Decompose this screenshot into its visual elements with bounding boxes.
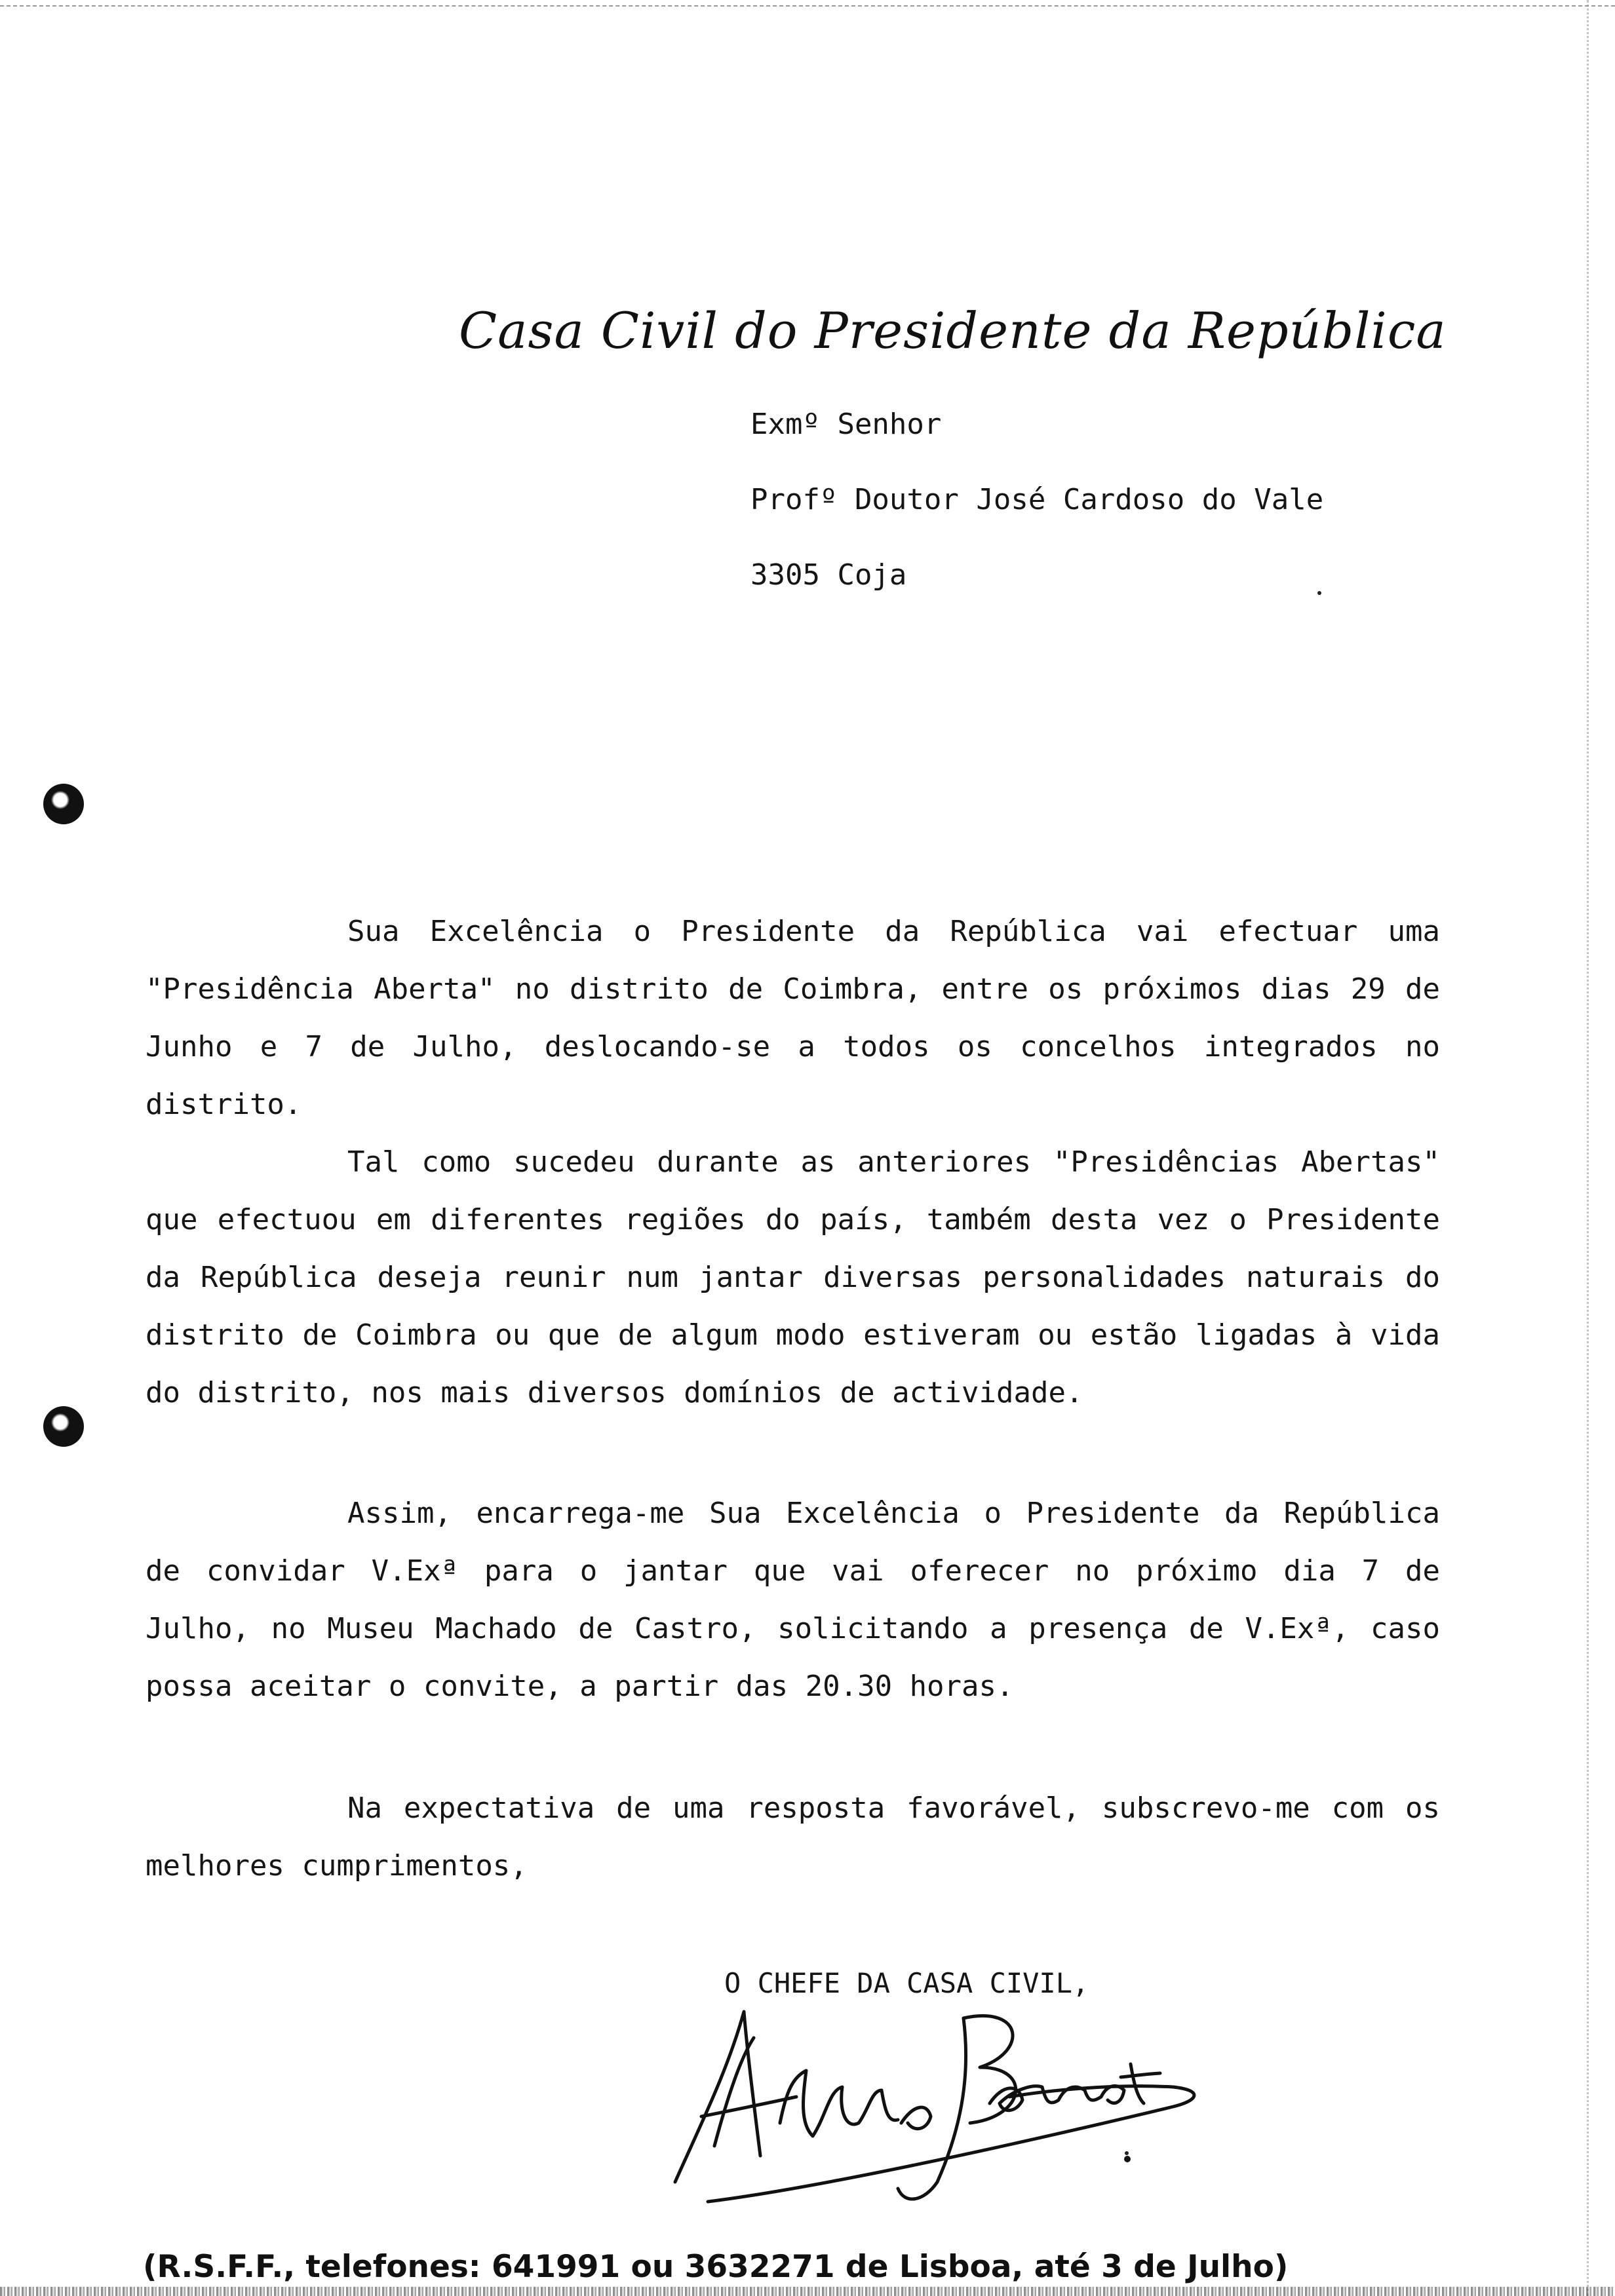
body-paragraph-1 <box>146 903 1440 1134</box>
paragraph-1-text: Sua Excelência o Presidente da República vai efectuar uma "Presidência Aberta" no distrito de Coimbra, entre os próximos dias 29 de Junho e 7 de Julho, deslocando-se a todos os concelhos integrados no distrito. <box>146 915 1440 1121</box>
footer-rsvp-note: (R.S.F.F., telefones: 641991 ou 3632271 de Lisboa, até 3 de Julho) <box>143 2249 1289 2285</box>
recipient-salutation: Exmº Senhor <box>750 408 942 441</box>
punch-hole-bottom <box>43 1406 84 1447</box>
scan-edge-bottom <box>0 2287 1615 2296</box>
scan-edge-right <box>1587 0 1615 2296</box>
body-paragraph-2 <box>146 1134 1440 1422</box>
letterhead: Casa Civil do Presidente da República <box>459 301 1447 360</box>
punch-hole-top <box>43 784 84 824</box>
body-paragraph-3 <box>146 1485 1440 1715</box>
recipient-name: Profº Doutor José Cardoso do Vale <box>750 483 1324 516</box>
body-paragraph-4 <box>146 1780 1440 1895</box>
scan-edge-top <box>0 0 1615 7</box>
scan-speck <box>1317 591 1321 595</box>
recipient-address <box>750 406 1323 632</box>
paragraph-3-text: Assim, encarrega-me Sua Excelência o Presidente da República de convidar V.Exª para o jantar que vai oferecer no próximo dia 7 de Julho, no Museu Machado de Castro, solicitando a presença de V.Exª, caso possa aceitar o convite, a partir das 20.30 horas. <box>146 1497 1440 1703</box>
paragraph-2-text: Tal como sucedeu durante as anteriores "Presidências Abertas" que efectuou em diferentes regiões do país, também desta vez o Presidente da República deseja reunir num jantar diversas personalidades naturais do distrito de Coimbra ou que de algum modo estiveram ou estão ligadas à vida do distrito, nos mais diversos domínios de actividade. <box>146 1145 1440 1409</box>
handwritten-signature <box>655 1992 1219 2215</box>
recipient-location: 3305 Coja <box>750 558 907 592</box>
paragraph-4-text: Na expectativa de uma resposta favorável, subscrevo-me com os melhores cumprimentos, <box>146 1791 1440 1883</box>
scan-speck <box>1125 2151 1129 2155</box>
closing-title: O CHEFE DA CASA CIVIL, <box>724 1967 1089 1999</box>
